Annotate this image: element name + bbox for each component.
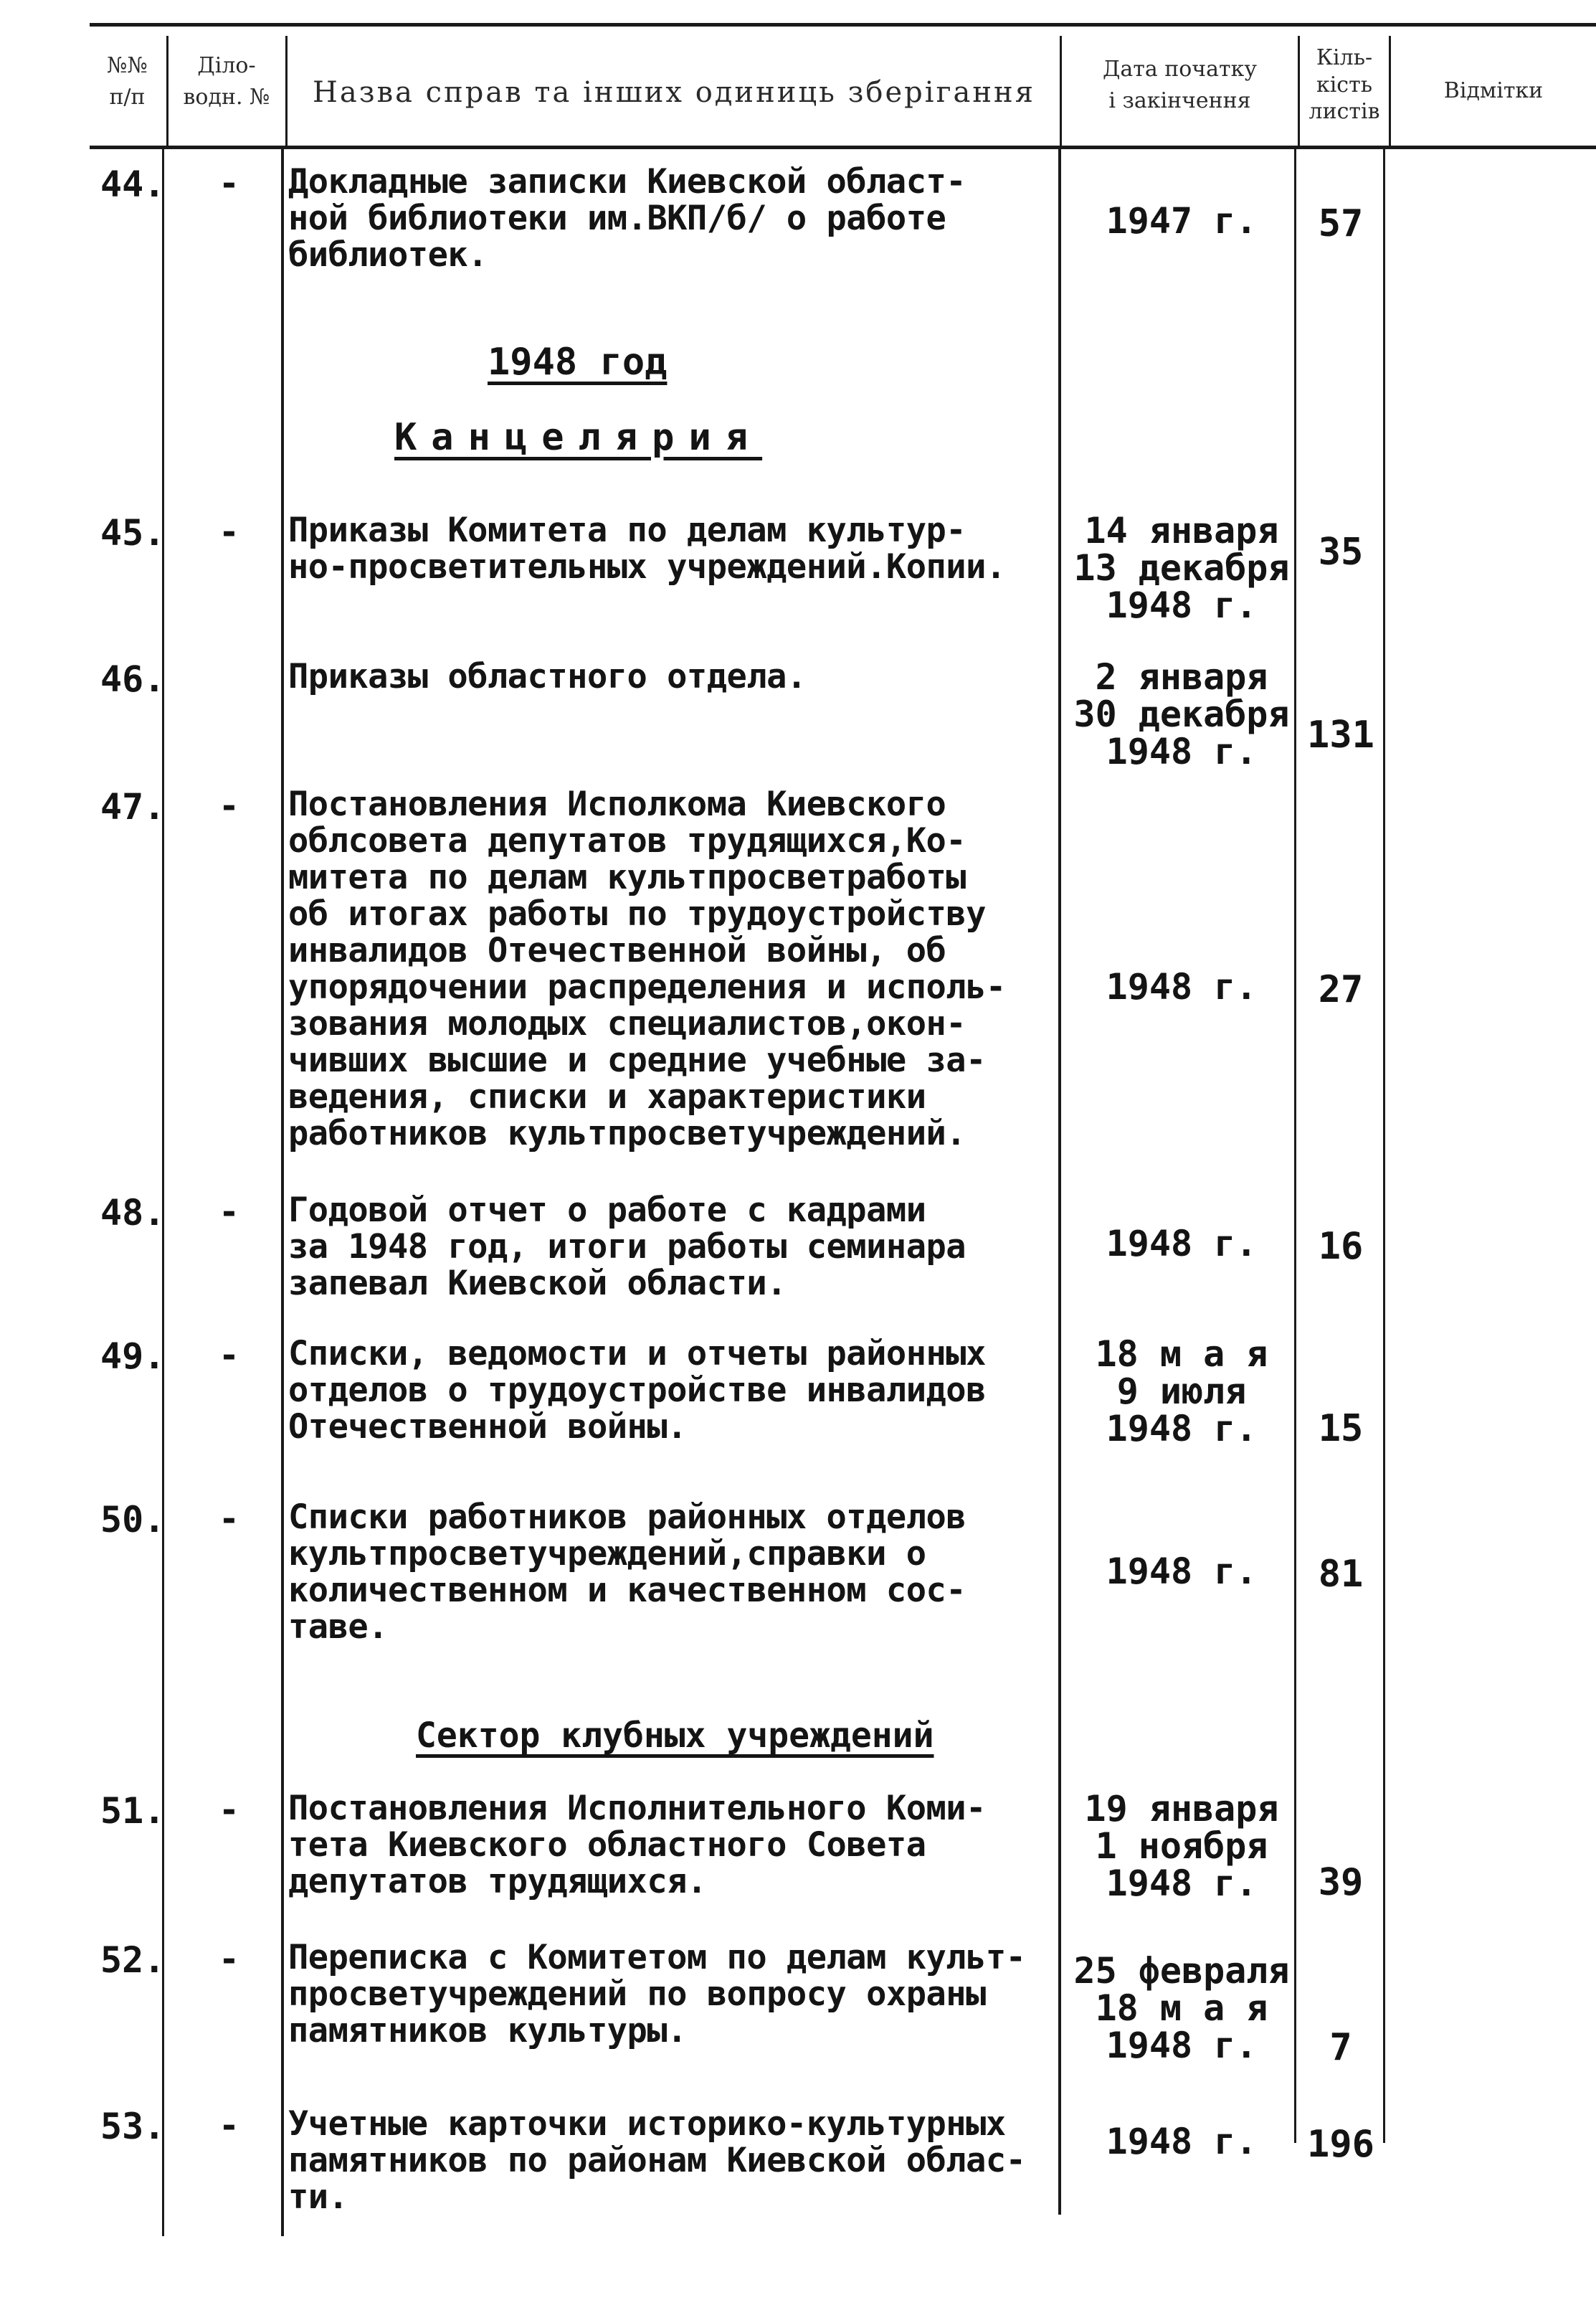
column-rule: [1383, 149, 1385, 2143]
row-dates: 1948 г.: [1106, 1223, 1258, 1264]
row-sheet-count: 196: [1307, 2123, 1374, 2166]
row-dates: 1948 г.: [1106, 966, 1258, 1008]
row-number: 49.: [100, 1335, 166, 1377]
row-sheet-count: 15: [1318, 1407, 1364, 1450]
row-number: 50.: [100, 1499, 166, 1541]
row-sheet-count: 81: [1318, 1553, 1364, 1596]
row-sheet-count: 131: [1307, 714, 1374, 757]
row-title: Приказы областного отдела.: [288, 657, 807, 696]
row-sheet-count: 7: [1329, 2026, 1352, 2069]
row-number: 53.: [100, 2106, 166, 2147]
section-year-heading: 1948 год: [488, 341, 668, 384]
row-title: Постановления Исполнительного Коми- тета Киевского областного Совета депутатов трудящихся.: [288, 1789, 986, 1901]
row-dates: 18 м а я 9 июля 1948 г.: [1095, 1333, 1268, 1449]
header-office-number: Діло- водн. №: [183, 53, 270, 110]
row-sheet-count: 27: [1318, 968, 1364, 1011]
section-clubs-heading: Сектор клубных учреждений: [416, 1715, 934, 1756]
row-dates: 25 февраля 18 м а я 1948 г.: [1073, 1950, 1290, 2066]
office-mark: -: [219, 786, 239, 826]
row-number: 46.: [100, 658, 166, 700]
row-number: 52.: [100, 1939, 166, 1981]
office-mark: -: [219, 1335, 239, 1376]
row-title: Постановления Исполкома Киевского облсовета депутатов трудящихся,Ко- митета по делам культпросветработы об итогах работы по трудоустройству инвалидов Отечественной войны, об упорядочении распределения и исполь- зования молодых специалистов,окон- чивших высшие и средние учебные за- ведения, списки и характеристики работников культпросветучреждений.: [288, 785, 1006, 1153]
top-rule: [90, 23, 1596, 27]
office-mark: -: [219, 1499, 239, 1539]
header-notes: Відмітки: [1443, 78, 1544, 103]
column-rule: [1058, 149, 1061, 2215]
row-number: 44.: [100, 164, 166, 205]
office-mark: -: [219, 1939, 239, 1979]
row-number: 47.: [100, 786, 166, 828]
row-dates: 1948 г.: [1106, 2121, 1258, 2162]
section-chancery-heading: Канцелярия: [394, 416, 763, 459]
row-number: 48.: [100, 1192, 166, 1234]
header-sheet-count: Кіль- кість листів: [1308, 45, 1380, 124]
office-mark: -: [219, 1790, 239, 1830]
row-dates: 1948 г.: [1106, 1551, 1258, 1592]
row-sheet-count: 57: [1318, 202, 1364, 245]
row-title: Списки работников районных отделов культпросветучреждений,справки о количественном и качественном сос- таве.: [288, 1497, 966, 1647]
row-sheet-count: 35: [1318, 531, 1364, 574]
row-title: Докладные записки Киевской област- ной библиотеки им.ВКП/б/ о работе библиотек.: [288, 162, 966, 275]
header-bottom-rule: [90, 146, 1596, 149]
office-mark: -: [219, 1192, 239, 1232]
header-title: Назва справ та інших одиниць зберігання: [313, 76, 1035, 109]
header-num: №№ п/п: [107, 53, 148, 110]
office-mark: -: [219, 2106, 239, 2146]
row-title: Учетные карточки историко-культурных памятников по районам Киевской облас- ти.: [288, 2104, 1026, 2217]
row-dates: 14 января 13 декабря 1948 г.: [1073, 510, 1290, 626]
row-dates: 2 января 30 декабря 1948 г.: [1073, 656, 1290, 772]
column-rule: [281, 149, 284, 2236]
row-title: Списки, ведомости и отчеты районных отделов о трудоустройстве инвалидов Отечественной войны.: [288, 1334, 986, 1447]
row-sheet-count: 39: [1318, 1861, 1364, 1904]
row-title: Годовой отчет о работе с кадрами за 1948 год, итоги работы семинара запевал Киевской области.: [288, 1191, 966, 1303]
header-dates: Дата початку і закінчення: [1102, 57, 1258, 113]
row-title: Приказы Комитета по делам культур- но-просветительных учреждений.Копии.: [288, 511, 1006, 587]
row-sheet-count: 16: [1318, 1225, 1364, 1268]
office-mark: -: [219, 164, 239, 204]
row-title: Переписка с Комитетом по делам культ- просветучреждений по вопросу охраны памятников культуры.: [288, 1938, 1026, 2050]
office-mark: -: [219, 512, 239, 552]
header-divider: [285, 36, 288, 146]
row-number: 51.: [100, 1790, 166, 1832]
row-dates: 1947 г.: [1106, 200, 1258, 242]
row-number: 45.: [100, 512, 166, 554]
row-dates: 19 января 1 ноября 1948 г.: [1084, 1788, 1279, 1904]
